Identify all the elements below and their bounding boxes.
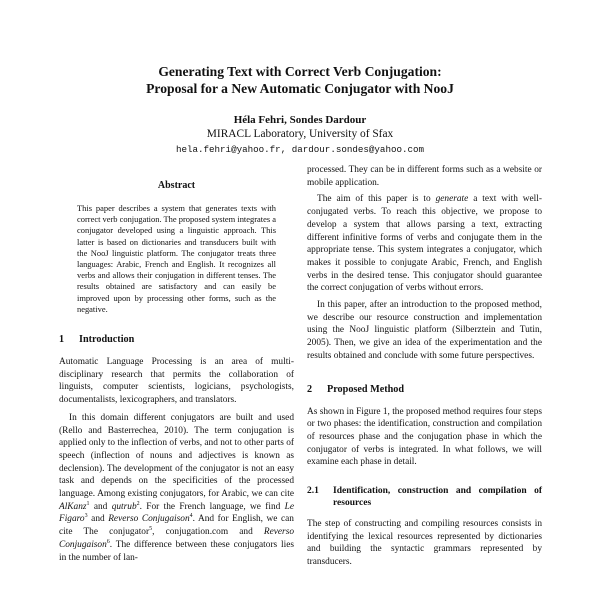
subsection-number: 2.1 (307, 486, 319, 497)
footnote-ref-5: 5 (149, 526, 153, 533)
qutrub-term: qutrub (111, 501, 137, 512)
le-figaro-term: Le Figaro (59, 501, 294, 525)
aim-text-a: The aim of this paper is to (317, 194, 436, 205)
footnote-ref-1: 1 (86, 500, 90, 507)
section-number: 2 (307, 383, 313, 395)
generate-term: generate (435, 194, 469, 205)
method-paragraph-1: As shown in Figure 1, the proposed method requires four steps or two phases: the identification, construction and compilation of resources phase and the conjugation phase in which the conjugator of verbs is integrated. In what follows, we will examine each phase in detail. (307, 406, 542, 468)
subsection-title: Identification, construction and compilation of resources (333, 486, 542, 509)
subsection-paragraph-1: The step of constructing and compiling resources consists in identifying the lexical resources represented by dictionaries and building the syntactic grammars represented by transducers. (307, 519, 542, 568)
authors: Héla Fehri, Sondes Dardour (233, 114, 367, 126)
intro-paragraph-1: Automatic Language Processing is an area of multi-disciplinary research that permits the collaboration of linguists, computer scientists, logicians, psychologists, documentalists, lexicographers, and translators. (59, 357, 294, 406)
reverso-term-2: Reverso Conjugaison (59, 527, 294, 550)
aim-text-b: a text with well-conjugated verbs. To reach this objective, we propose to develop a system that allows parsing a text, extracting different infinitive forms of verbs and conjugate them in the appropriate tense. This system integrates a conjugator, which makes it possible to conjugate Arabic, French, and English verbs in the desired tense. This conjugator should guarantee the correct conjugation of verbs without errors. (307, 194, 542, 294)
section-heading-proposed-method (307, 383, 542, 396)
aim-paragraph (307, 193, 542, 295)
abstract-heading: Abstract (157, 180, 196, 191)
title-line-1: Generating Text with Correct Verb Conjugation: (158, 64, 442, 79)
footnote-ref-6: 6 (106, 538, 110, 545)
right-column (307, 164, 542, 569)
abstract-text: This paper describes a system that generates texts with correct verb conjugation. The proposed system integrates a conjugator developed using a linguistic approach. This latter is based on dictionaries and transducers built with the NooJ linguistic platform. The conjugator treats three languages: Arabic, French and English. It recognizes all verbs and allows their conjugation in different tenses. The results obtained are satisfactory and can easily be improved upon by processing other forms, such as the negative. (77, 203, 276, 314)
paper-title (60, 63, 540, 97)
intro-paragraph-2 (59, 412, 294, 564)
outline-paragraph: In this paper, after an introduction to the proposed method, we describe our resource construction and implementation using the NooJ linguistic platform (Silberztein and Tutin, 2005). Then, we give an idea of the experimentation and the results obtained and conclude with some future perspectives. (307, 300, 542, 361)
section-title: Introduction (79, 334, 135, 346)
section-number: 1 (59, 334, 65, 346)
left-column (59, 176, 294, 564)
intro-p2-text-d: , conjugation.com and (152, 527, 264, 538)
footnote-ref-3: 3 (84, 513, 88, 520)
affiliation: MIRACL Laboratory, University of Sfax (206, 128, 394, 140)
intro-p2-text-a: In this domain different conjugators are built and used (Rello and Basterrechea, 2010). The term conjugation is applied only to the inflection of verbs, and not to other parts of speech (inflection of nouns and adjectives is known as declension). The development of the conjugator is not an easy task and depends on the specificities of the processed language. Among existing conjugators, for Arabic, we can cite (59, 412, 294, 500)
footnote-ref-4: 4 (189, 513, 193, 520)
title-block (60, 63, 540, 157)
reverso-term-1: Reverso Conjugaison (108, 514, 190, 525)
title-line-2: Proposal for a New Automatic Conjugator with NooJ (146, 81, 454, 96)
intro-p2-text-b: . For the French language, we find (139, 501, 285, 512)
section-title: Proposed Method (327, 383, 405, 395)
intro-p2-text-e: . The difference between these conjugators lies in the number of lan- (59, 539, 294, 563)
footnote-ref-2: 2 (136, 500, 140, 507)
intro-continued-paragraph: processed. They can be in different forms such as a website or mobile application. (307, 165, 542, 188)
intro-p2-text-c: . And for English, we can cite The conjugator (59, 514, 294, 538)
subsection-heading-2-1 (307, 485, 542, 509)
conjunction: and (87, 514, 109, 525)
alkanz-term: AlKanz (59, 501, 87, 512)
section-heading-introduction (59, 333, 294, 346)
conjunction: and (89, 501, 112, 512)
author-emails: hela.fehri@yahoo.fr, dardour.sondes@yahoo.com (175, 144, 425, 155)
